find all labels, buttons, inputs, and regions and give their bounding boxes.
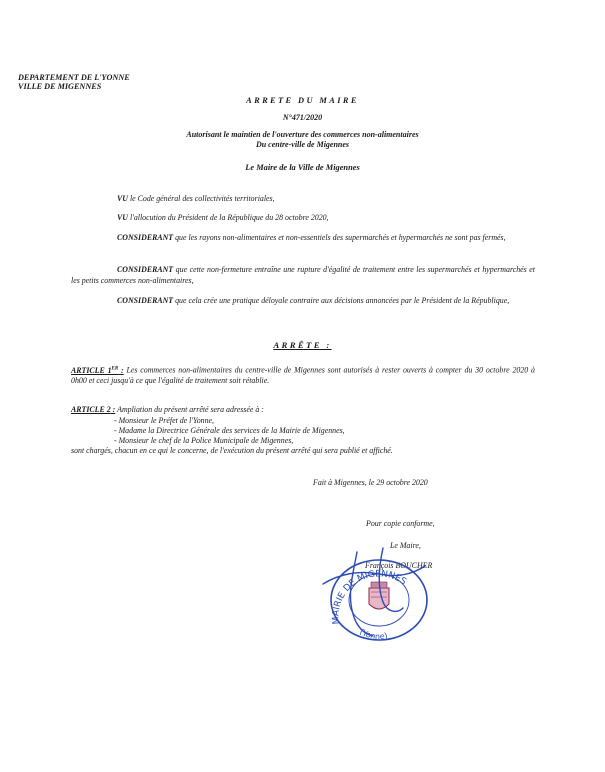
subject-line-1: Autorisant le maintien de l'ouverture des commerces non-alimentaires	[186, 130, 419, 139]
article-1-label-main: ARTICLE 1	[71, 365, 112, 375]
considerant-paragraph-3	[71, 296, 535, 307]
subject-line-2: Du centre-ville de Migennes	[255, 139, 350, 149]
recipient-item: - Madame la Directrice Générale des services de la Mairie de Migennes,	[114, 426, 345, 435]
ville-header: VILLE DE MIGENNES	[18, 82, 102, 91]
arrete-number: N°471/2020	[282, 113, 323, 122]
stamp-text-top: MAIRIE DE MIGENNES	[331, 569, 408, 625]
departement-header: DEPARTEMENT DE L'YONNE	[18, 73, 130, 82]
considerant-paragraph-2	[71, 265, 535, 286]
arrete-heading-text: ARRÊTE :	[273, 340, 332, 350]
arrete-subject	[0, 130, 605, 149]
maire-line: Le Maire de la Ville de Migennes	[245, 163, 360, 172]
vu-keyword: VU	[117, 194, 128, 203]
signatory-name: François BOUCHER	[365, 561, 433, 570]
vu-keyword: VU	[117, 213, 128, 222]
considerant-text: que cette non-fermeture entraîne une rupture d'égalité de traitement entre les supermarchés et hypermarchés et les petits commerces non-alimentaires,	[71, 265, 535, 285]
document-title: ARRETE DU MAIRE	[246, 96, 359, 105]
recipient-item: - Monsieur le Préfet de l'Yonne,	[114, 416, 215, 425]
considerant-keyword: CONSIDERANT	[117, 265, 174, 274]
article-1-label	[71, 366, 124, 375]
copie-conforme: Pour copie conforme,	[366, 519, 435, 528]
article-2-label	[71, 405, 115, 414]
article-2-label-end: :	[110, 405, 116, 414]
arrete-heading	[0, 340, 605, 350]
article-1-text: Les commerces non-alimentaires du centre-ville de Migennes sont autorisés à rester ouverts à compter du 30 octobre 2020 à 0h00 et ceci jusqu'à ce que l'égalité de traitement soit rétablie.	[71, 365, 536, 386]
article-1	[71, 364, 535, 387]
vu-text: l'allocution du Président de la République du 28 octobre 2020,	[127, 213, 329, 222]
article-2-closing: sont chargés, chacun en ce qui le concerne, de l'exécution du présent arrêté qui sera publié et affiché.	[71, 446, 393, 455]
article-2-label-main: ARTICLE 2	[71, 405, 111, 414]
recipient-item: - Monsieur le chef de la Police Municipale de Migennes,	[114, 436, 294, 445]
article-1-label-sup: ER	[111, 366, 119, 371]
considerant-paragraph-1	[71, 233, 535, 244]
considerant-text: que cela crée une pratique déloyale contraire aux décisions annoncées par le Président de la République,	[173, 296, 510, 305]
article-1-label-end: :	[118, 365, 124, 375]
vu-paragraph-2	[117, 213, 537, 224]
considerant-text: que les rayons non-alimentaires et non-essentiels des supermarchés et hypermarchés ne sont pas fermés,	[173, 233, 506, 242]
recipients-list	[114, 416, 345, 446]
article-2	[71, 405, 535, 416]
vu-paragraph-1	[117, 194, 537, 205]
vu-text: le Code général des collectivités territoriales,	[127, 194, 275, 203]
official-stamp	[313, 544, 441, 644]
considerant-keyword: CONSIDERANT	[117, 233, 174, 242]
article-2-text: Ampliation du présent arrêté sera adressée à :	[115, 405, 264, 414]
fait-a-line: Fait à Migennes, le 29 octobre 2020	[313, 478, 428, 487]
le-maire-label: Le Maire,	[390, 541, 421, 550]
stamp-text-bottom: (Yonne)	[358, 627, 389, 642]
considerant-keyword: CONSIDERANT	[117, 296, 174, 305]
